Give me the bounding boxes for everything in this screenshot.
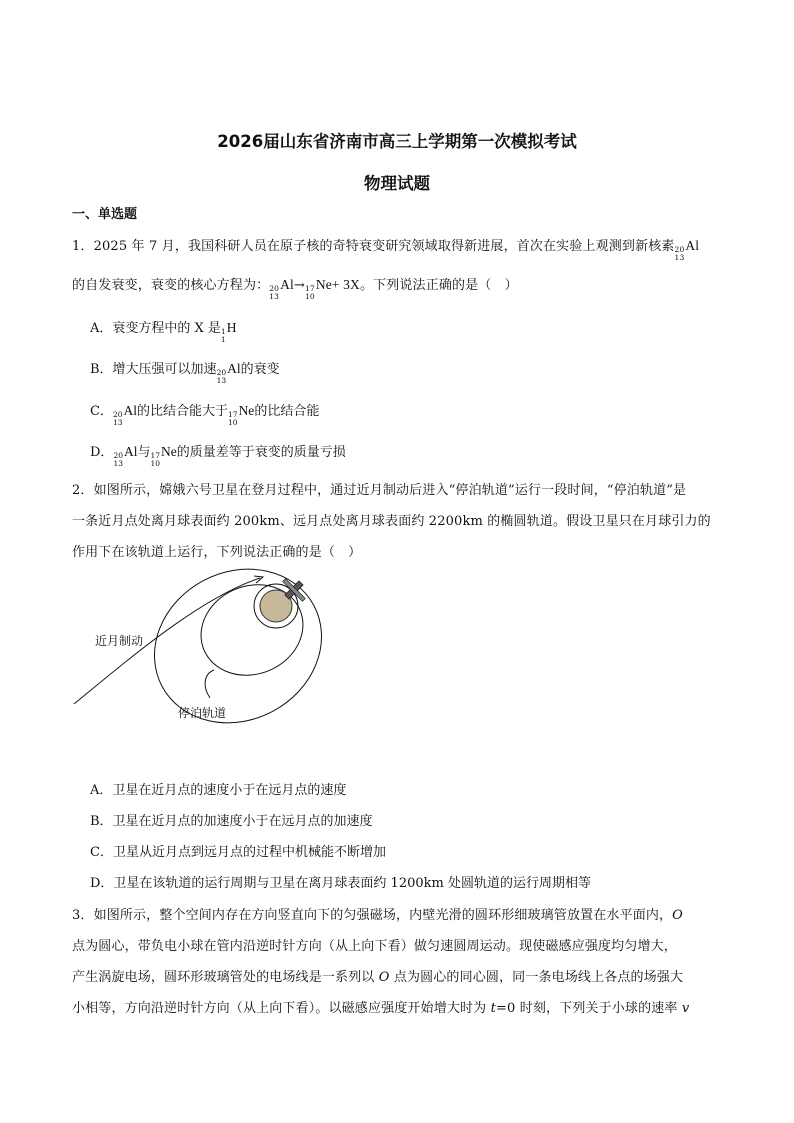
q2-option-a[interactable]: A．卫星在近月点的速度小于在远月点的速度	[90, 783, 347, 798]
q1-option-c[interactable]: C． 20 13 Al的比结合能大于 17 10 Ne的比结合能	[90, 403, 320, 427]
q3-line1: 3．如图所示，整个空间内存在方向竖直向下的匀强磁场，内壁光滑的圆环形细玻璃管放置在水平面内，O	[72, 908, 683, 923]
exam-subtitle: 物理试题	[364, 174, 430, 193]
section-heading: 一、单选题	[72, 207, 138, 222]
q2-option-b[interactable]: B．卫星在近月点的加速度小于在远月点的加速度	[90, 814, 373, 829]
q1-option-b[interactable]: B．增大压强可以加速 20 13 Al的衰变	[90, 361, 280, 385]
q2-option-c[interactable]: C．卫星从近月点到远月点的过程中机械能不断增加	[90, 845, 386, 860]
q2-line3: 作用下在该轨道上运行，下列说法正确的是（ ）	[72, 545, 362, 560]
nuclide-al: 20 13 Al	[674, 238, 700, 262]
q3-line4: 小相等，方向沿逆时针方向（从上向下看）。以磁感应强度开始增大时为 t=0 时刻，下列关于小球的速率 v	[72, 1001, 690, 1016]
q3-line3: 产生涡旋电场，圆环形玻璃管处的电场线是一系列以 O 点为圆心的同心圆，同一条电场线上各点的场强大	[72, 970, 684, 985]
q3-line2: 点为圆心，带负电小球在管内沿逆时针方向（从上向下看）做匀速圆周运动。现使磁感应强度均匀增大，	[72, 939, 677, 954]
q2-line2: 一条近月点处离月球表面约 200km、远月点处离月球表面约 2200km 的椭圆轨道。假设卫星只在月球引力的	[72, 514, 711, 529]
fig-label-orbit: 停泊轨道	[178, 706, 227, 720]
q1-line1: 1．2025 年 7 月，我国科研人员在原子核的奇特衰变研究领域取得新进展，首次在实验上观测到新核素 20 13 Al	[72, 238, 700, 262]
q2-line1: 2．如图所示，嫦娥六号卫星在登月过程中，通过近月制动后进入“停泊轨道”运行一段时间，“停泊轨道”是	[72, 483, 687, 498]
exam-title: 2026届山东省济南市高三上学期第一次模拟考试	[217, 132, 577, 151]
q2-option-d[interactable]: D．卫星在该轨道的运行周期与卫星在离月球表面约 1200km 处圆轨道的运行周期相等	[90, 876, 591, 891]
fig-label-brake: 近月制动	[95, 634, 144, 648]
q1-line2: 的自发衰变，衰变的核心方程为： 20 13 Al→ 17 10 Ne+ 3X。下列说法正确的是（ ）	[72, 277, 518, 301]
q1-option-d[interactable]: D． 20 13 Al与 17 10 Ne的质量差等于衰变的质量亏损	[90, 444, 346, 468]
q1-option-a[interactable]: A．衰变方程中的 X 是 1 1 H	[90, 320, 237, 344]
label-leader	[205, 670, 214, 698]
